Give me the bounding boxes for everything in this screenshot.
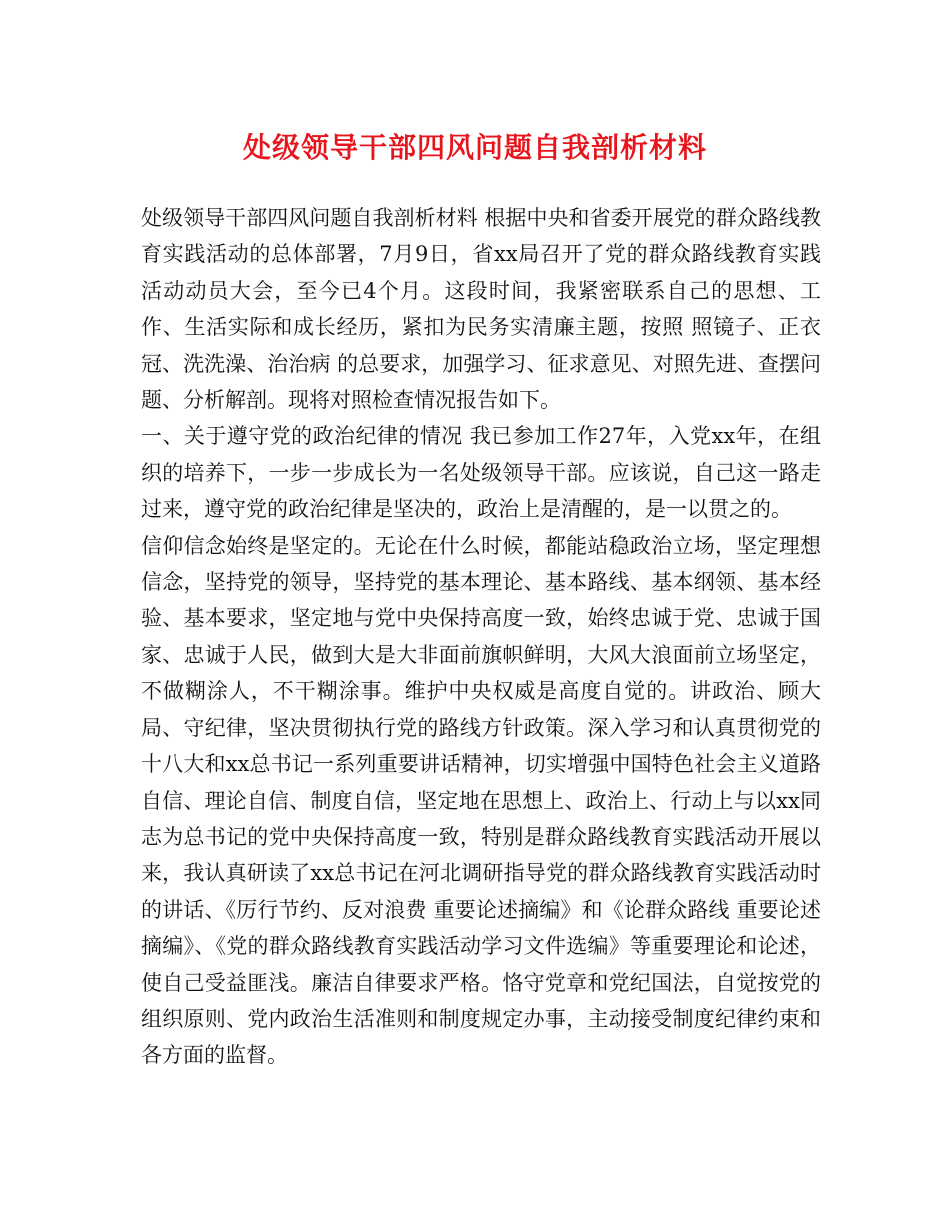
- document-body: [141, 200, 821, 1074]
- paragraph-section-one: 一、关于遵守党的政治纪律的情况 我已参加工作27年，入党xx年，在组织的培养下，一步一步成长为一名处级领导干部。应该说，自己这一路走过来，遵守党的政治纪律是坚决的，政治上是清醒的，是一以贯之的。: [141, 424, 821, 522]
- document-title: 处级领导干部四风问题自我剖析材料: [242, 131, 707, 164]
- paragraph-beliefs: 信仰信念始终是坚定的。无论在什么时候，都能站稳政治立场，坚定理想信念，坚持党的领导，坚持党的基本理论、基本路线、基本纲领、基本经验、基本要求，坚定地与党中央保持高度一致，始终忠诚于党、忠诚于国家、忠诚于人民，做到大是大非面前旗帜鲜明，大风大浪面前立场坚定，不做糊涂人，不干糊涂事。维护中央权威是高度自觉的。讲政治、顾大局、守纪律，坚决贯彻执行党的路线方针政策。深入学习和认真贯彻党的十八大和xx总书记一系列重要讲话精神，切实增强中国特色社会主义道路自信、理论自信、制度自信，坚定地在思想上、政治上、行动上与以xx同志为总书记的党中央保持高度一致，特别是群众路线教育实践活动开展以来，我认真研读了xx总书记在河北调研指导党的群众路线教育实践活动时的讲话、《厉行节约、反对浪费 重要论述摘编》和《论群众路线 重要论述摘编》、《党的群众路线教育实践活动学习文件选编》等重要理论和论述，使自己受益匪浅。廉洁自律要求严格。恪守党章和党纪国法，自觉按党的组织原则、党内政治生活准则和制度规定办事，主动接受制度纪律约束和各方面的监督。: [141, 533, 821, 1068]
- paragraph-intro: 处级领导干部四风问题自我剖析材料 根据中央和省委开展党的群众路线教育实践活动的总体部署，7月9日，省xx局召开了党的群众路线教育实践活动动员大会，至今已4个月。这段时间，我紧密联系自己的思想、工作、生活实际和成长经历，紧扣为民务实清廉主题，按照 照镜子、正衣冠、洗洗澡、治治病 的总要求，加强学习、征求意见、对照先进、查摆问题、分析解剖。现将对照检查情况报告如下。: [141, 206, 821, 413]
